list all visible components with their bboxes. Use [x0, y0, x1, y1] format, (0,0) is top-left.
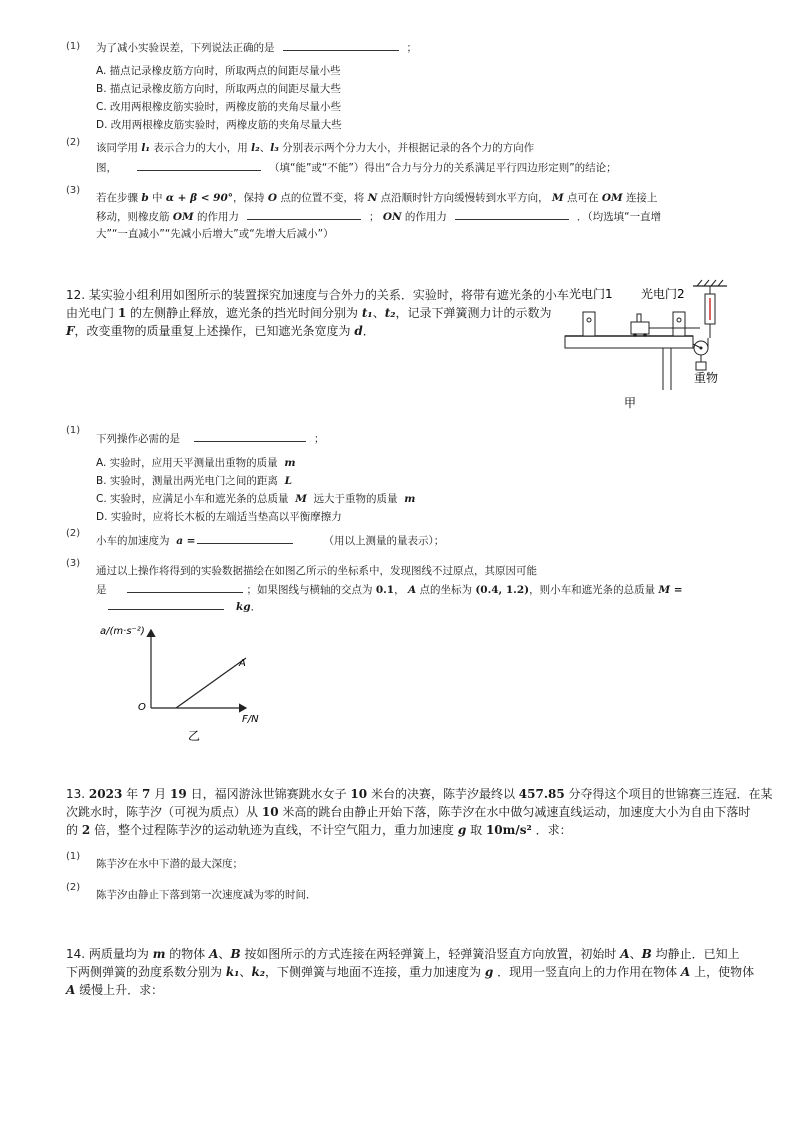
- part-number: (1): [66, 425, 81, 436]
- figure-graph: [96, 616, 286, 746]
- figure-caption: 乙: [188, 729, 201, 743]
- option-a: A. 实验时，应用天平测量出重物的质量 m: [96, 457, 296, 469]
- weight-label: 重物: [694, 371, 719, 385]
- origin-label: O: [138, 702, 146, 713]
- answer-blank[interactable]: [283, 38, 399, 51]
- option-d: D. 改用两根橡皮筋实验时，两橡皮筋的夹角尽量大些: [96, 119, 342, 131]
- y-axis-label: a/(m·s⁻²): [100, 626, 145, 637]
- x-axis-label: F/N: [242, 714, 259, 725]
- option-c: C. 实验时，应满足小车和遮光条的总质量 M 远大于重物的质量 m: [96, 493, 416, 505]
- question-stem: 的 2 倍，整个过程陈芋汐的运动轨迹为直线，不计空气阻力，重力加速度 g 取 10m/s² ．求：: [66, 823, 572, 837]
- option-b: B. 实验时，测量出两光电门之间的距离 L: [96, 475, 292, 487]
- point-a-label: A: [239, 658, 246, 669]
- question-stem: 由光电门 1 的左侧静止释放，遮光条的挡光时间分别为 t₁、t₂，记录下弹簧测力计的示数为: [66, 306, 552, 320]
- option-a: A. 描点记录橡皮筋方向时，所取两点的间距尽量小些: [96, 65, 341, 77]
- figure-caption: 甲: [624, 396, 637, 410]
- question-text: 下列操作必需的是 ；: [96, 429, 325, 448]
- question-text: 图， （填“能”或“不能”）得出“合力与分力的关系满足平行四边形定则”的结论；: [96, 158, 617, 177]
- question-text: 陈芋汐在水中下潜的最大深度；: [96, 858, 243, 870]
- question-stem: 次跳水时，陈芋汐（可视为质点）从 10 米高的跳台由静止开始下落，陈芋汐在水中做匀减速直线运动，加速度大小为自由下落时: [66, 805, 751, 819]
- question-text: 若在步骤 b 中 α + β < 90°，保持 O 点的位置不变，将 N 点沿顺时针方向缓慢转到水平方向， M 点可在 OM 连接上: [96, 192, 658, 204]
- question-text: 大”“一直减小”“先减小后增大”或“先增大后减小”）: [96, 228, 334, 240]
- question-text: 为了减小实验误差，下列说法正确的是 ；: [96, 38, 417, 57]
- gate1-label: 光电门1: [569, 287, 613, 301]
- option-d: D. 实验时，应将长木板的左端适当垫高以平衡摩擦力: [96, 511, 342, 523]
- question-text: 该同学用 l₁ 表示合力的大小，用 l₂、l₃ 分别表示两个分力大小，并根据记录的各个力的方向作: [96, 142, 535, 154]
- question-stem: A 缓慢上升．求：: [66, 983, 164, 997]
- part-number: (2): [66, 528, 81, 539]
- question-stem: 下两侧弹簧的劲度系数分别为 k₁、k₂，下侧弹簧与地面不连接，重力加速度为 g ．现用一竖直向上的力作用在物体 A 上，使物体: [66, 965, 755, 979]
- answer-blank[interactable]: [197, 531, 293, 544]
- question-stem: F，改变重物的质量重复上述操作，已知遮光条宽度为 d．: [66, 324, 375, 338]
- part-number: (2): [66, 137, 81, 148]
- part-number: (3): [66, 185, 81, 196]
- answer-blank[interactable]: [127, 580, 243, 593]
- option-c: C. 改用两根橡皮筋实验时，两橡皮筋的夹角尽量小些: [96, 101, 342, 113]
- graph-line: [176, 658, 246, 708]
- question-stem: 12. 某实验小组利用如图所示的装置探究加速度与合外力的关系．实验时，将带有遮光条的小车: [66, 288, 569, 302]
- option-b: B. 描点记录橡皮筋方向时，所取两点的间距尽量大些: [96, 83, 341, 95]
- question-text: 移动，则橡皮筋 OM 的作用力 ； ON 的作用力 ．（均选填“一直增: [96, 207, 661, 226]
- part-number: (2): [66, 882, 81, 893]
- question-text: 是 ；如果图线与横轴的交点为 0.1， A 点的坐标为 (0.4, 1.2)，则小车和遮光条的总质量 M =: [96, 580, 683, 599]
- question-stem: 13. 2023 年 7 月 19 日，福冈游泳世锦赛跳水女子 10 米台的决赛，陈芋汐最终以 457.85 分夺得这个项目的世锦赛三连冠．在某: [66, 787, 773, 801]
- figure-apparatus: [555, 278, 745, 413]
- part-number: (3): [66, 558, 81, 569]
- part-number: (1): [66, 851, 81, 862]
- answer-blank[interactable]: [455, 207, 569, 220]
- question-stem: 14. 两质量均为 m 的物体 A、B 按如图所示的方式连接在两轻弹簧上，轻弹簧沿竖直方向放置，初始时 A、B 均静止．已知上: [66, 947, 740, 961]
- gate2-label: 光电门2: [641, 287, 685, 301]
- answer-blank[interactable]: [247, 207, 361, 220]
- question-text: 通过以上操作将得到的实验数据描绘在如图乙所示的坐标系中，发现图线不过原点，其原因可能: [96, 565, 537, 577]
- answer-blank[interactable]: [194, 429, 306, 442]
- question-text: 陈芋汐由静止下落到第一次速度减为零的时间．: [96, 889, 317, 901]
- part-number: (1): [66, 41, 81, 52]
- answer-blank[interactable]: [137, 158, 261, 171]
- answer-blank[interactable]: [108, 597, 224, 610]
- question-text: kg．: [96, 597, 261, 616]
- question-text: 小车的加速度为 a = （用以上测量的量表示）；: [96, 531, 444, 550]
